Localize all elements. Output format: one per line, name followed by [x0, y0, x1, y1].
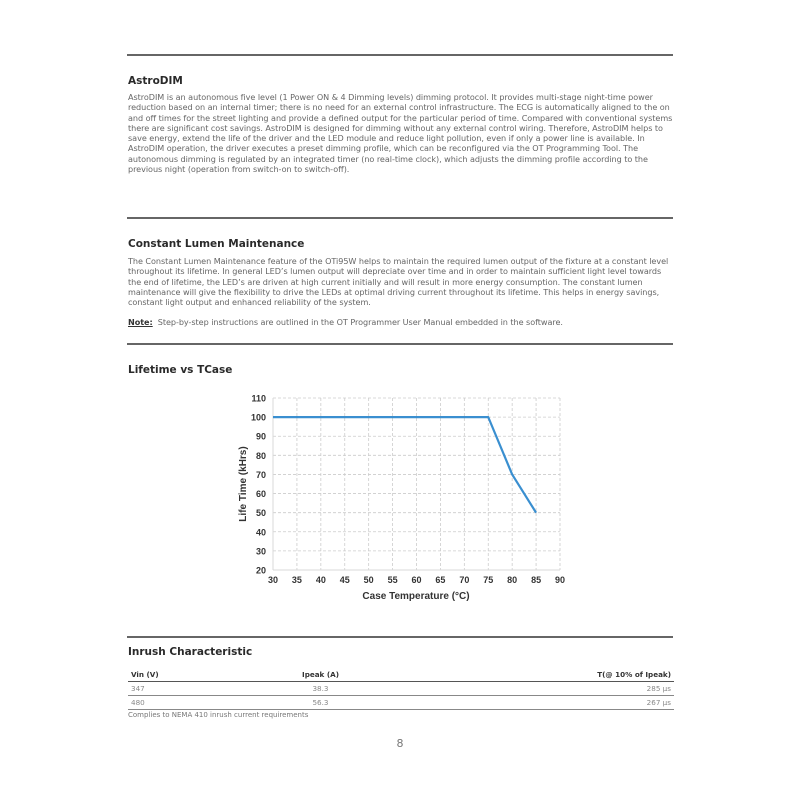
x-axis-label: Case Temperature (°C): [362, 591, 470, 602]
clm-note: [128, 317, 674, 327]
y-tick-label: 80: [255, 450, 266, 461]
y-tick-label: 70: [255, 469, 266, 480]
y-tick-labels: [251, 394, 266, 576]
x-tick-label: 40: [315, 575, 326, 585]
x-tick-label: 80: [507, 575, 518, 585]
page-number: 8: [396, 737, 404, 750]
x-tick-labels: [268, 575, 565, 585]
clm-heading: Constant Lumen Maintenance: [128, 238, 305, 250]
y-tick-label: 50: [255, 508, 266, 519]
lifetime-chart: [225, 385, 585, 605]
series-line-lifetime: [273, 417, 536, 513]
x-tick-label: 50: [363, 575, 374, 585]
col-ipeak: Ipeak (A): [246, 668, 396, 682]
table-header-row: [128, 668, 674, 682]
astrodim-heading: AstroDIM: [128, 75, 183, 87]
x-tick-label: 65: [435, 575, 446, 585]
x-tick-label: 35: [291, 575, 302, 585]
y-tick-label: 30: [255, 546, 266, 557]
x-tick-label: 90: [554, 575, 566, 585]
table-row: [128, 682, 674, 696]
astrodim-body: AstroDIM is an autonomous five level (1 Power ON & 4 Dimming levels) dimming protocol. It provides multi-stage night-time power reduction based on an internal timer; there is no need for an external control infrastructure. The ECG is automatically aligned to the on and off times for the street lighting and provide a defined output for the particular period of time. Compared with conventional systems there are significant cost savings. AstroDIM is designed for dimming without any external control wiring. Therefore, AstroDIM helps to save energy, extend the life of the driver and the LED module and reduce light pollution, even if only a power line is available. In AstroDIM operation, the driver executes a preset dimming profile, which can be reconfigured via the OT Programming Tool. The autonomous dimming is regulated by an integrated timer (no real-time clock), which adjusts the dimming profile according to the previous night (operation from switch-on to switch-off).: [128, 92, 673, 175]
x-tick-label: 60: [411, 575, 422, 585]
col-t10: T(@ 10% of Ipeak): [396, 668, 675, 682]
lifetime-heading: Lifetime vs TCase: [128, 364, 233, 376]
cell-t10: 267 µs: [396, 696, 675, 710]
divider-top: [127, 54, 673, 56]
cell-ipeak: 56.3: [246, 696, 396, 710]
inrush-table: [128, 668, 674, 710]
y-tick-label: 110: [251, 393, 266, 404]
divider-inrush: [127, 636, 673, 638]
inrush-footnote: Complies to NEMA 410 inrush current requirements: [128, 711, 309, 719]
y-tick-label: 60: [255, 489, 266, 500]
cell-t10: 285 µs: [396, 682, 675, 696]
y-axis-label: Life Time (kHrs): [238, 446, 249, 522]
cell-vin: 347: [128, 682, 246, 696]
y-tick-label: 100: [250, 412, 266, 423]
x-tick-label: 85: [531, 575, 542, 585]
divider-clm: [127, 217, 673, 219]
x-tick-label: 70: [459, 575, 470, 585]
y-tick-label: 40: [255, 527, 266, 538]
divider-lifetime: [127, 343, 673, 345]
note-text: Step-by-step instructions are outlined in the OT Programmer User Manual embedded in the software.: [157, 317, 563, 327]
y-tick-label: 20: [255, 565, 266, 576]
x-tick-label: 75: [483, 575, 494, 585]
table-row: [128, 696, 674, 710]
x-tick-label: 30: [267, 575, 279, 585]
inrush-heading: Inrush Characteristic: [128, 646, 253, 658]
chart-series: [273, 417, 536, 513]
clm-body: The Constant Lumen Maintenance feature of the OTi95W helps to maintain the required lumen output of the fixture at a constant level throughout its lifetime. In general LED’s lumen output will depreciate over time and in order to maintain sufficient light level towards the end of lifetime, the LED’s are driven at high current initially and will result in more energy consumption. The constant lumen maintenance will give the flexibility to drive the LEDs at optimal driving current throughout its lifetime. This helps in energy savings, constant light output and enhanced reliability of the system.: [128, 256, 669, 308]
cell-vin: 480: [128, 696, 246, 710]
y-tick-label: 90: [255, 431, 266, 442]
x-tick-label: 55: [387, 575, 398, 585]
cell-ipeak: 38.3: [246, 682, 396, 696]
note-label: Note:: [128, 317, 153, 327]
x-tick-label: 45: [339, 575, 350, 585]
col-vin: Vin (V): [128, 668, 246, 682]
